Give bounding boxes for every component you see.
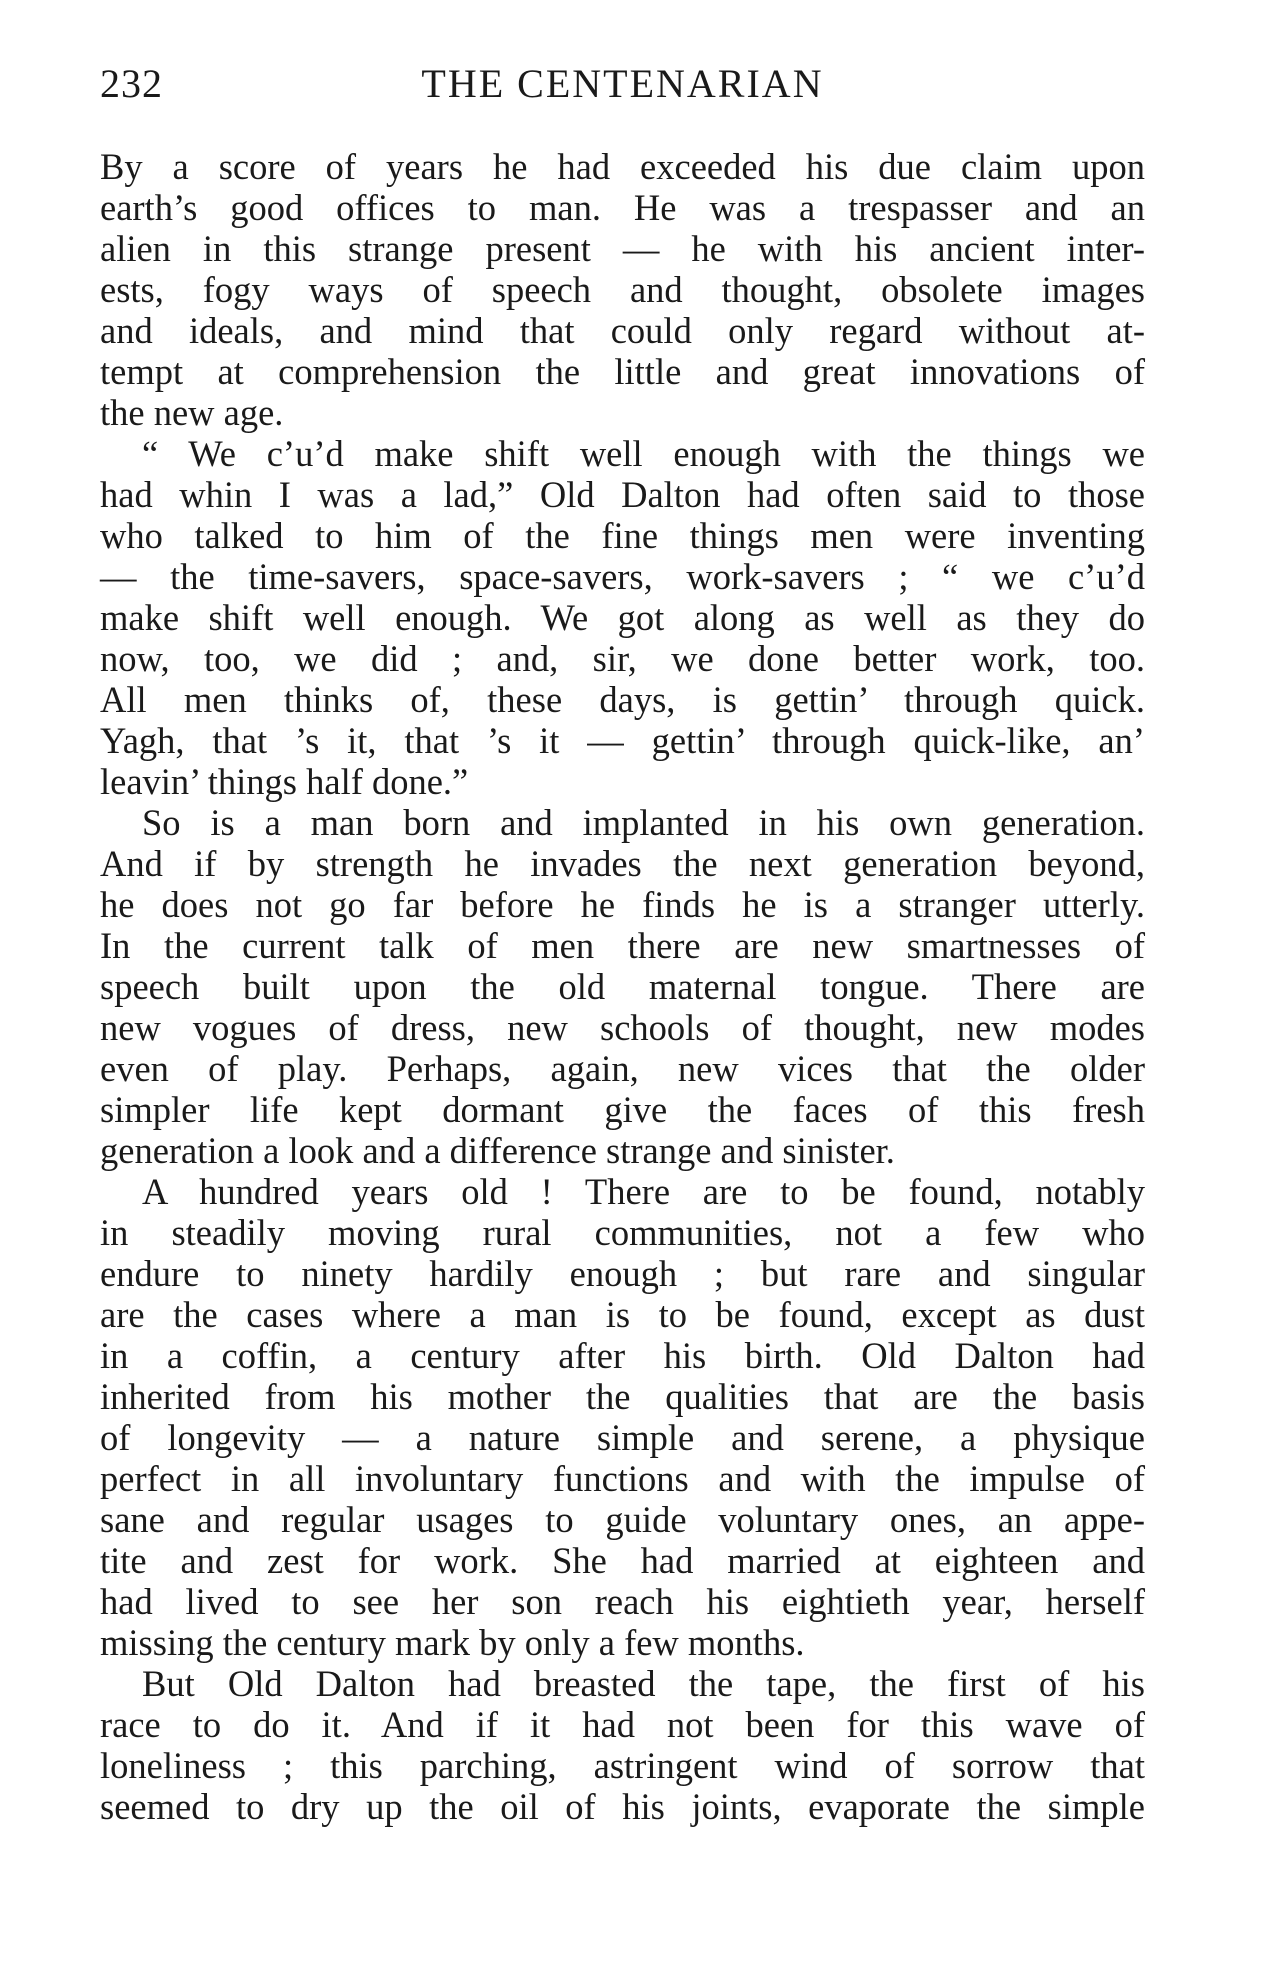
text-line: the new age.: [100, 392, 284, 433]
text-line: All men thinks of, these days, is gettin’ through quick.: [100, 679, 1145, 720]
text-line: speech built upon the old maternal tongue. There are: [100, 966, 1145, 1007]
text-line: endure to ninety hardily enough ; but rare and singular: [100, 1253, 1145, 1294]
text-line: had whin I was a lad,” Old Dalton had often said to those: [100, 474, 1145, 515]
text-line: he does not go far before he finds he is a stranger utterly.: [100, 884, 1145, 925]
text-line: “ We c’u’d make shift well enough with the things we: [142, 433, 1145, 474]
body-text: [100, 146, 1145, 1827]
text-line: But Old Dalton had breasted the tape, the first of his: [142, 1663, 1145, 1704]
text-line: in steadily moving rural communities, not a few who: [100, 1212, 1145, 1253]
text-line: — the time-savers, space-savers, work-savers ; “ we c’u’d: [100, 556, 1145, 597]
text-line: alien in this strange present — he with his ancient inter-: [100, 228, 1145, 269]
running-title: THE CENTENARIAN: [421, 61, 824, 106]
text-line: tite and zest for work. She had married at eighteen and: [100, 1540, 1145, 1581]
page-number: 232: [100, 61, 163, 106]
text-line: leavin’ things half done.”: [100, 761, 469, 802]
text-line: And if by strength he invades the next generation beyond,: [100, 843, 1145, 884]
text-line: sane and regular usages to guide voluntary ones, an appe-: [100, 1499, 1145, 1540]
text-line: generation a look and a difference strange and sinister.: [100, 1130, 895, 1171]
page-header: [100, 60, 1145, 120]
text-line: In the current talk of men there are new smartnesses of: [100, 925, 1145, 966]
text-line: of longevity — a nature simple and serene, a physique: [100, 1417, 1145, 1458]
text-line: new vogues of dress, new schools of thought, new modes: [100, 1007, 1145, 1048]
text-line: now, too, we did ; and, sir, we done better work, too.: [100, 638, 1145, 679]
text-line: earth’s good offices to man. He was a trespasser and an: [100, 187, 1145, 228]
text-line: ests, fogy ways of speech and thought, obsolete images: [100, 269, 1145, 310]
text-line: had lived to see her son reach his eightieth year, herself: [100, 1581, 1145, 1622]
text-line: seemed to dry up the oil of his joints, evaporate the simple: [100, 1786, 1145, 1827]
text-line: inherited from his mother the qualities that are the basis: [100, 1376, 1145, 1417]
text-line: Yagh, that ’s it, that ’s it — gettin’ through quick-like, an’: [100, 720, 1145, 761]
text-line: loneliness ; this parching, astringent wind of sorrow that: [100, 1745, 1145, 1786]
text-line: A hundred years old ! There are to be found, notably: [142, 1171, 1145, 1212]
text-line: even of play. Perhaps, again, new vices that the older: [100, 1048, 1145, 1089]
text-line: in a coffin, a century after his birth. Old Dalton had: [100, 1335, 1145, 1376]
text-line: By a score of years he had exceeded his due claim upon: [100, 146, 1145, 187]
text-line: perfect in all involuntary functions and with the impulse of: [100, 1458, 1145, 1499]
text-line: simpler life kept dormant give the faces of this fresh: [100, 1089, 1145, 1130]
text-line: are the cases where a man is to be found, except as dust: [100, 1294, 1145, 1335]
text-line: race to do it. And if it had not been for this wave of: [100, 1704, 1145, 1745]
text-line: and ideals, and mind that could only regard without at-: [100, 310, 1145, 351]
text-line: tempt at comprehension the little and great innovations of: [100, 351, 1145, 392]
text-line: make shift well enough. We got along as well as they do: [100, 597, 1145, 638]
text-line: who talked to him of the fine things men were inventing: [100, 515, 1145, 556]
text-line: missing the century mark by only a few months.: [100, 1622, 805, 1663]
text-line: So is a man born and implanted in his own generation.: [142, 802, 1145, 843]
